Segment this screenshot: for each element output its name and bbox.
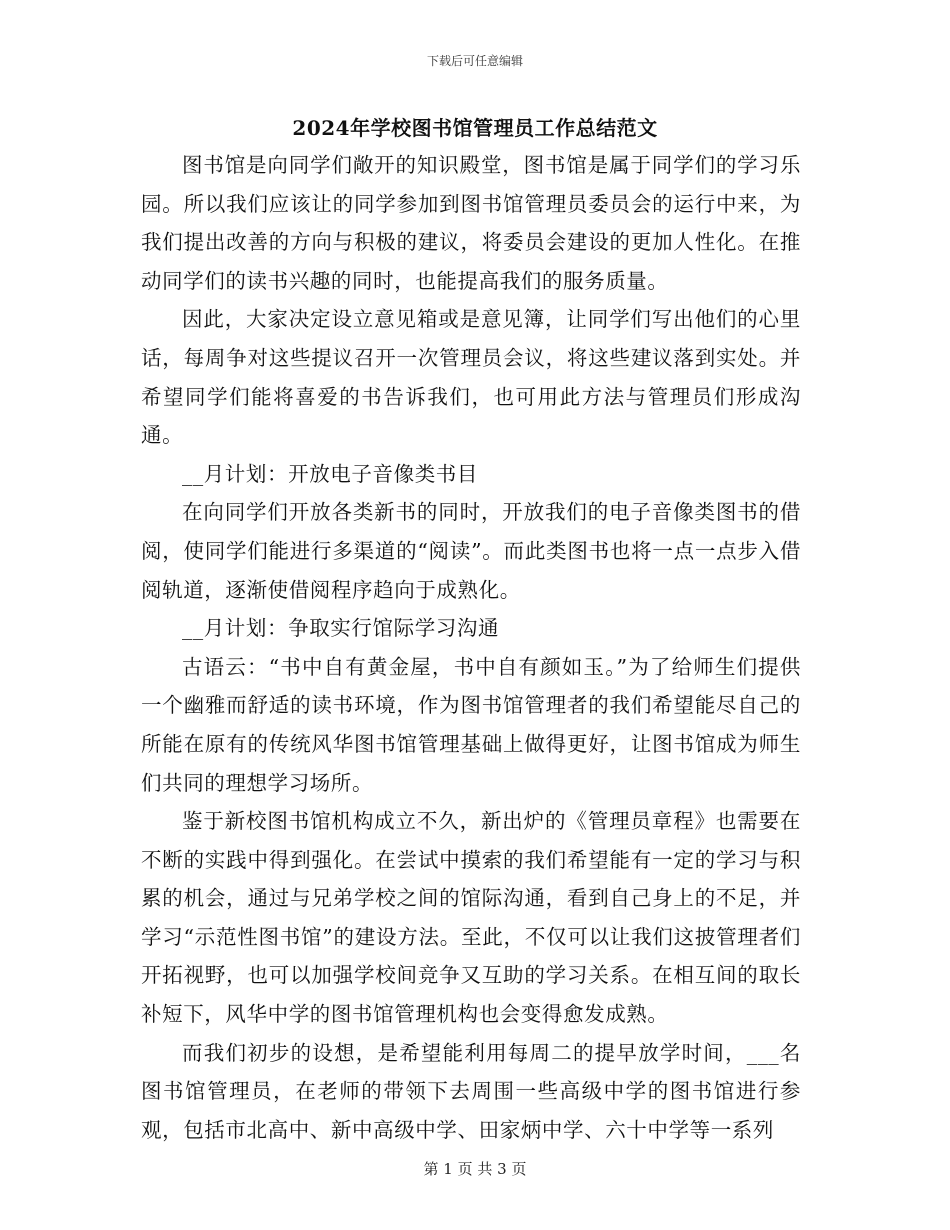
paragraph-media-books: 在向同学们开放各类新书的同时，开放我们的电子音像类图书的借阅，使同学们能进行多渠道的“阅读”。而此类图书也将一点一点步入借阅轨道，逐渐使借阅程序趋向于成熟化。 [141, 500, 801, 602]
paragraph-quote: 古语云：“书中自有黄金屋，书中自有颜如玉。”为了给师生们提供一个幽雅而舒适的读书环境，作为图书馆管理者的我们希望能尽自己的所能在原有的传统风华图书馆管理基础上做得更好，让图书馆成为师生们共同的理想学习场所。 [141, 654, 801, 795]
page-header-note: 下载后可任意编辑 [426, 54, 523, 68]
document-title: 2024年学校图书馆管理员工作总结范文 [292, 116, 658, 140]
paragraph-regulations: 鉴于新校图书馆机构成立不久，新出炉的《管理员章程》也需要在不断的实践中得到强化。在尝试中摸索的我们希望能有一定的学习与积累的机会，通过与兄弟学校之间的馆际沟通，看到自己身上的不足，并学习“示范性图书馆”的建设方法。至此，不仅可以让我们这披管理者们开拓视野，也可以加强学校间竞争又互助的学习关系。在相互间的取长补短下，风华中学的图书馆管理机构也会变得愈发成熟。 [141, 809, 801, 1027]
paragraph-intro: 图书馆是向同学们敞开的知识殿堂，图书馆是属于同学们的学习乐园。所以我们应该让的同学参加到图书馆管理员委员会的运行中来，为我们提出改善的方向与积极的建议，将委员会建设的更加人性化。在推动同学们的读书兴趣的同时，也能提高我们的服务质量。 [141, 153, 801, 293]
paragraph-plan-heading-media: __月计划：开放电子音像类书目 [182, 461, 478, 486]
paragraph-visit-plan: 而我们初步的设想，是希望能利用每周二的提早放学时间，___名图书馆管理员，在老师的带领下去周围一些高级中学的图书馆进行参观，包括市北高中、新中高级中学、田家炳中学、六十中学等一系列 [141, 1040, 801, 1142]
document-body [141, 146, 801, 1149]
page-number-footer: 第 1 页 共 3 页 [423, 1160, 527, 1178]
paragraph-suggestion-box: 因此，大家决定设立意见箱或是意见簿，让同学们写出他们的心里话，每周争对这些提议召开一次管理员会议，将这些建议落到实处。并希望同学们能将喜爱的书告诉我们，也可用此方法与管理员们形成沟通。 [141, 307, 801, 448]
paragraph-plan-heading-exchange: __月计划：争取实行馆际学习沟通 [182, 616, 500, 641]
